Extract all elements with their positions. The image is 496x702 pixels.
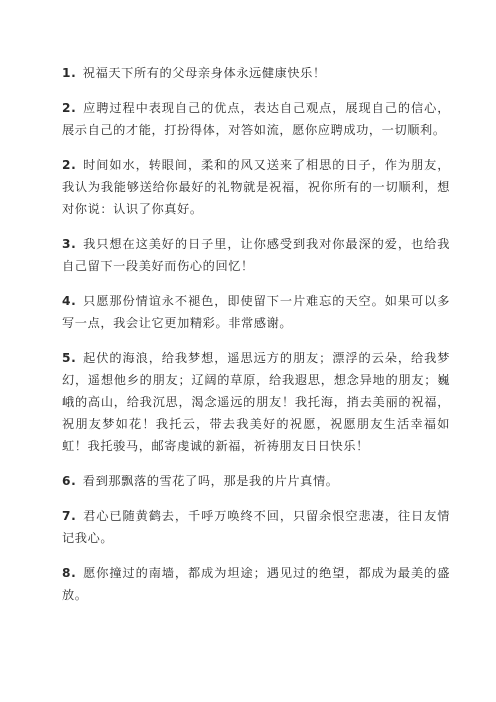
item-number: 1. [62,66,77,80]
item-number: 7. [62,509,77,523]
item-text: 应聘过程中表现自己的优点，表达自己观点，展现自己的信心，展示自己的才能，打扮得体，对答如流，愿你应聘成功，一切顺利。 [62,101,450,137]
item-text: 看到那飘落的雪花了吗，那是我的片片真情。 [82,474,339,488]
item-text: 愿你撞过的南墙，都成为坦途；遇见过的绝望，都成为最美的盛放。 [62,566,450,602]
item-text: 时间如水，转眼间，柔和的风又送来了相思的日子，作为朋友，我认为我能够送给你最好的礼物就是祝福，祝你所有的一切顺利，想对你说：认识了你真好。 [62,158,450,216]
item-text: 君心已随黄鹤去，千呼万唤终不回，只留余恨空悲凄，往日友情记我心。 [62,509,450,545]
list-item [62,290,450,334]
item-number: 2. [62,101,77,115]
item-text: 祝福天下所有的父母亲身体永远健康快乐！ [82,66,326,80]
item-number: 8. [62,566,77,580]
list-item [62,470,450,492]
item-number: 2. [62,158,77,172]
item-text: 起伏的海浪，给我梦想，遥思远方的朋友；漂浮的云朵，给我梦幻，遥想他乡的朋友；辽阔的草原，给我遐思，想念异地的朋友；巍峨的高山，给我沉思，渴念遥远的朋友！我托海，捎去美丽的祝福，祝朋友梦如花！我托云，带去我美好的祝愿，祝愿朋友生活幸福如虹！我托骏马，邮寄虔诚的新福，祈祷朋友日日快乐！ [62,351,450,453]
item-text: 我只想在这美好的日子里，让你感受到我对你最深的爱，也给我自己留下一段美好而伤心的回忆！ [62,237,450,273]
item-number: 6. [62,474,77,488]
item-number: 3. [62,237,77,251]
list-item [62,62,450,84]
item-number: 4. [62,294,77,308]
item-number: 5. [62,351,77,365]
list-item [62,233,450,277]
list-item [62,97,450,141]
list-item [62,347,450,457]
list-item [62,562,450,606]
list-item [62,154,450,220]
item-text: 只愿那份情谊永不褪色，即使留下一片难忘的天空。如果可以多写一点，我会让它更加精彩。非常感谢。 [62,294,450,330]
list-item [62,505,450,549]
